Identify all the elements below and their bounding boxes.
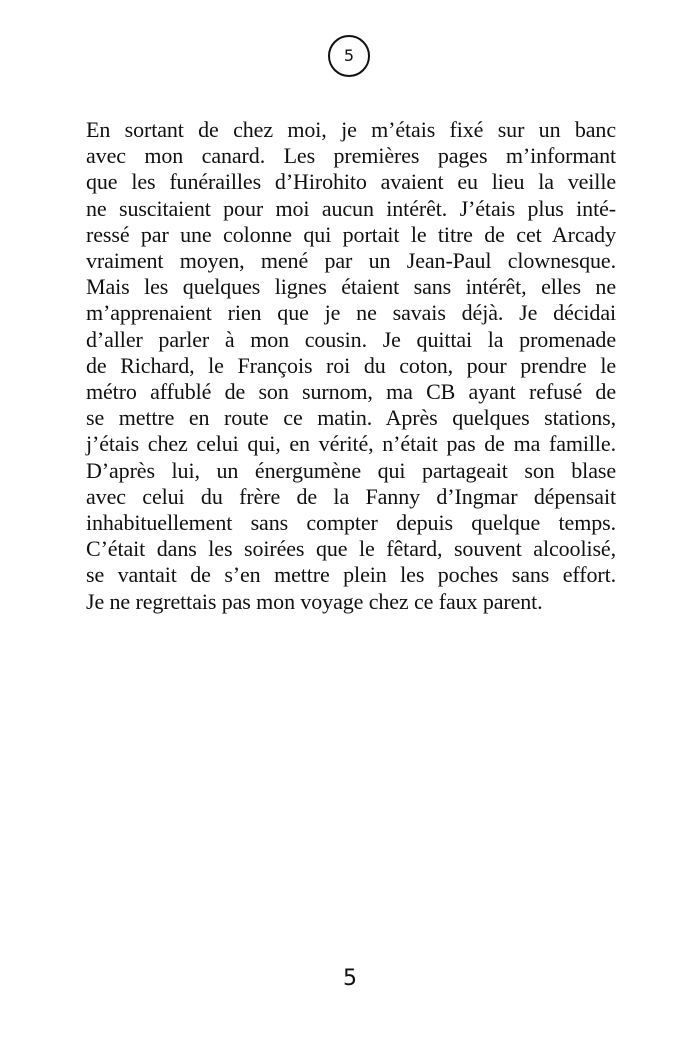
text-line: En sortant de chez moi, je m’étais fixé sur un banc: [86, 117, 616, 142]
text-line: que les funérailles d’Hirohito avaient eu lieu la veille: [86, 169, 616, 195]
text-line: Mais les quelques lignes étaient sans intérêt, elles ne: [86, 274, 616, 300]
page-number: 5: [343, 966, 357, 991]
text-line-last: Je ne regrettais pas mon voyage chez ce faux parent.: [86, 588, 543, 614]
chapter-number: 5: [343, 46, 355, 65]
text-line: de Richard, le François roi du coton, pour prendre le: [86, 352, 616, 378]
text-line: avec mon canard. Les premières pages m’informant: [86, 143, 616, 169]
text-line: D’après lui, un énergumène qui partageait son blase: [86, 457, 616, 483]
text-line: m’apprenaient rien que je ne savais déjà. Je décidai: [86, 300, 616, 326]
text-line: métro affublé de son surnom, ma CB ayant refusé de: [86, 379, 616, 405]
text-line: se vantait de s’en mettre plein les poches sans effort.: [86, 562, 616, 588]
text-line: C’était dans les soirées que le fêtard, souvent alcoolisé,: [86, 536, 616, 562]
body-paragraph: [86, 117, 616, 615]
text-line: j’étais chez celui qui, en vérité, n’était pas de ma famille.: [86, 431, 616, 457]
text-line: avec celui du frère de la Fanny d’Ingmar dépensait: [86, 483, 616, 509]
text-line: d’aller parler à mon cousin. Je quittai la promenade: [86, 326, 616, 352]
text-line: inhabituellement sans compter depuis quelque temps.: [86, 510, 616, 536]
text-line: se mettre en route ce matin. Après quelques stations,: [86, 405, 616, 431]
text-line: vraiment moyen, mené par un Jean-Paul clownesque.: [86, 248, 616, 274]
text-line: ne suscitaient pour moi aucun intérêt. J’étais plus inté-: [86, 195, 616, 221]
text-line: ressé par une colonne qui portait le titre de cet Arcady: [86, 221, 616, 247]
chapter-number-badge: [328, 35, 370, 77]
